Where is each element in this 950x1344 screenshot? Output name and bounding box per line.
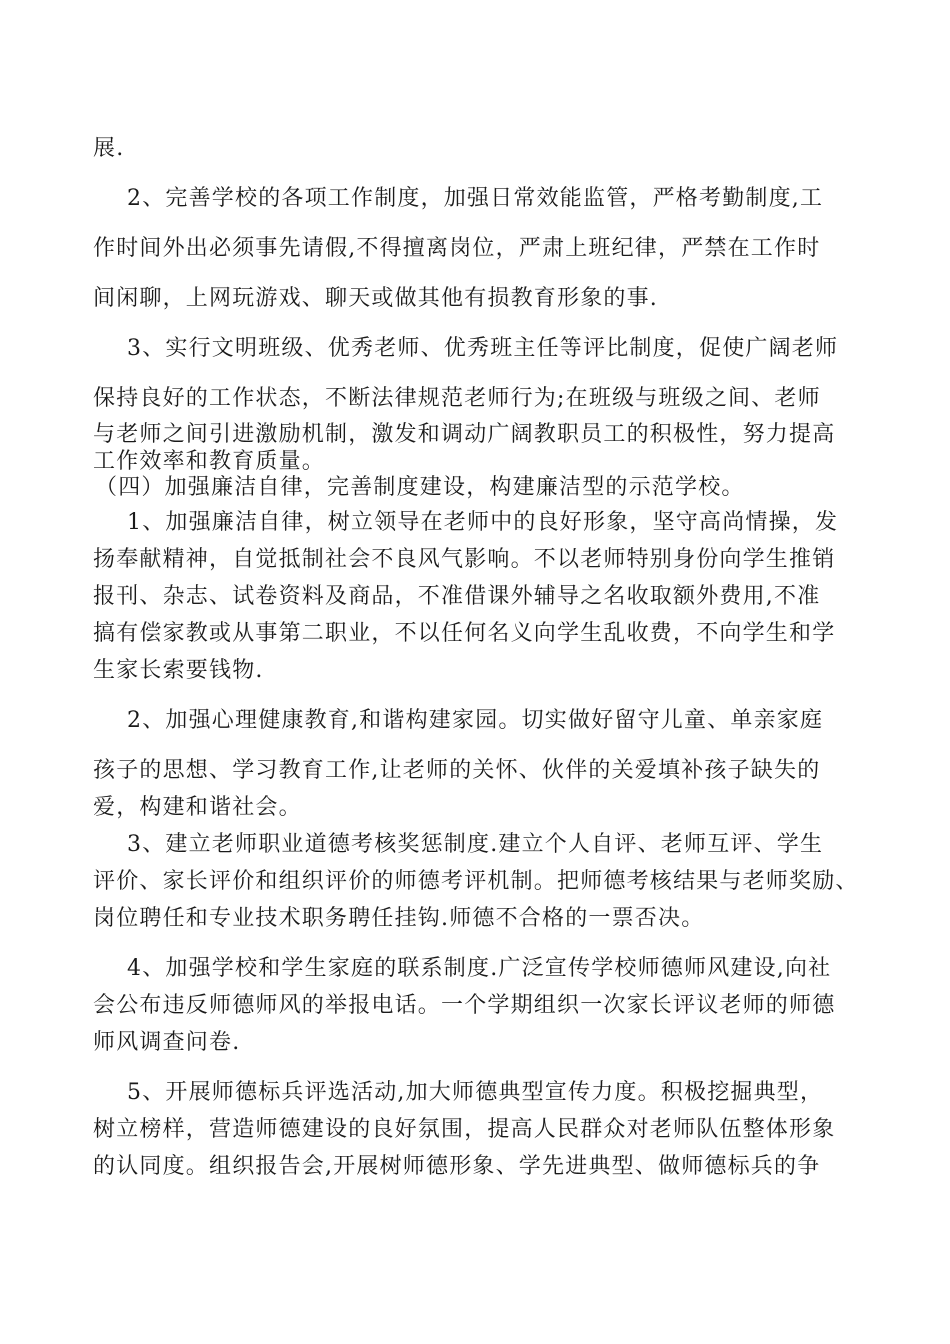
paragraph-3-line: 3、实行文明班级、优秀老师、优秀班主任等评比制度，促使广阔老师 [127,336,839,361]
paragraph-2-line: 2、完善学校的各项工作制度，加强日常效能监管，严格考勤制度,工 [127,186,824,211]
text-line: 报刊、杂志、试卷资料及商品，不准借课外辅导之名收取额外费用,不准 [93,584,821,609]
text-line: 爱，构建和谐社会。 [93,795,302,820]
text-line: 树立榜样，营造师德建设的良好氛围，提高人民群众对老师队伍整体形象 [93,1117,836,1142]
text-line: 师风调查问卷. [93,1030,241,1055]
text-line: 扬奉献精神，自觉抵制社会不良风气影响。不以老师特别身份向学生推销 [93,547,836,572]
paragraph-1-line: 1、加强廉洁自律，树立领导在老师中的良好形象，坚守高尚情操，发 [127,510,839,535]
text-line: 生家长索要钱物. [93,658,264,683]
text-line: 的认同度。组织报告会,开展树师德形象、学先进典型、做师德标兵的争 [93,1154,821,1179]
text-line: 展. [93,136,125,161]
text-line: 会公布违反师德师风的举报电话。一个学期组织一次家长评议老师的师德 [93,993,836,1018]
paragraph-4-line: 4、加强学校和学生家庭的联系制度.广泛宣传学校师德师风建设,向社 [127,956,832,981]
paragraph-3-line: 3、建立老师职业道德考核奖惩制度.建立个人自评、老师互评、学生 [127,832,824,857]
text-line: 搞有偿家教或从事第二职业，不以任何名义向学生乱收费，不向学生和学 [93,621,836,646]
text-line: 与老师之间引进激励机制，激发和调动广阔教职员工的积极性，努力提高 [93,422,836,447]
text-line: 作时间外出必须事先请假,不得擅离岗位，严肃上班纪律，严禁在工作时 [93,236,821,261]
section-heading: （四）加强廉洁自律，完善制度建设，构建廉洁型的示范学校。 [95,475,745,500]
text-line: 保持良好的工作状态，不断法律规范老师行为;在班级与班级之间、老师 [93,386,821,411]
text-line: 孩子的思想、学习教育工作,让老师的关怀、伙伴的关爱填补孩子缺失的 [93,758,821,783]
text-line: 间闲聊，上网玩游戏、聊天或做其他有损教育形象的事. [93,286,658,311]
paragraph-5-line: 5、开展师德标兵评选活动,加大师德典型宣传力度。积极挖掘典型， [127,1080,824,1105]
text-line: 工作效率和教育质量。 [93,449,326,474]
paragraph-2-line: 2、加强心理健康教育,和谐构建家园。切实做好留守儿童、单亲家庭 [127,708,824,733]
text-line: 评价、家长评价和组织评价的师德考评机制。把师德考核结果与老师奖励、 [93,869,859,894]
text-line: 岗位聘任和专业技术职务聘任挂钩.师德不合格的一票否决。 [93,906,705,931]
